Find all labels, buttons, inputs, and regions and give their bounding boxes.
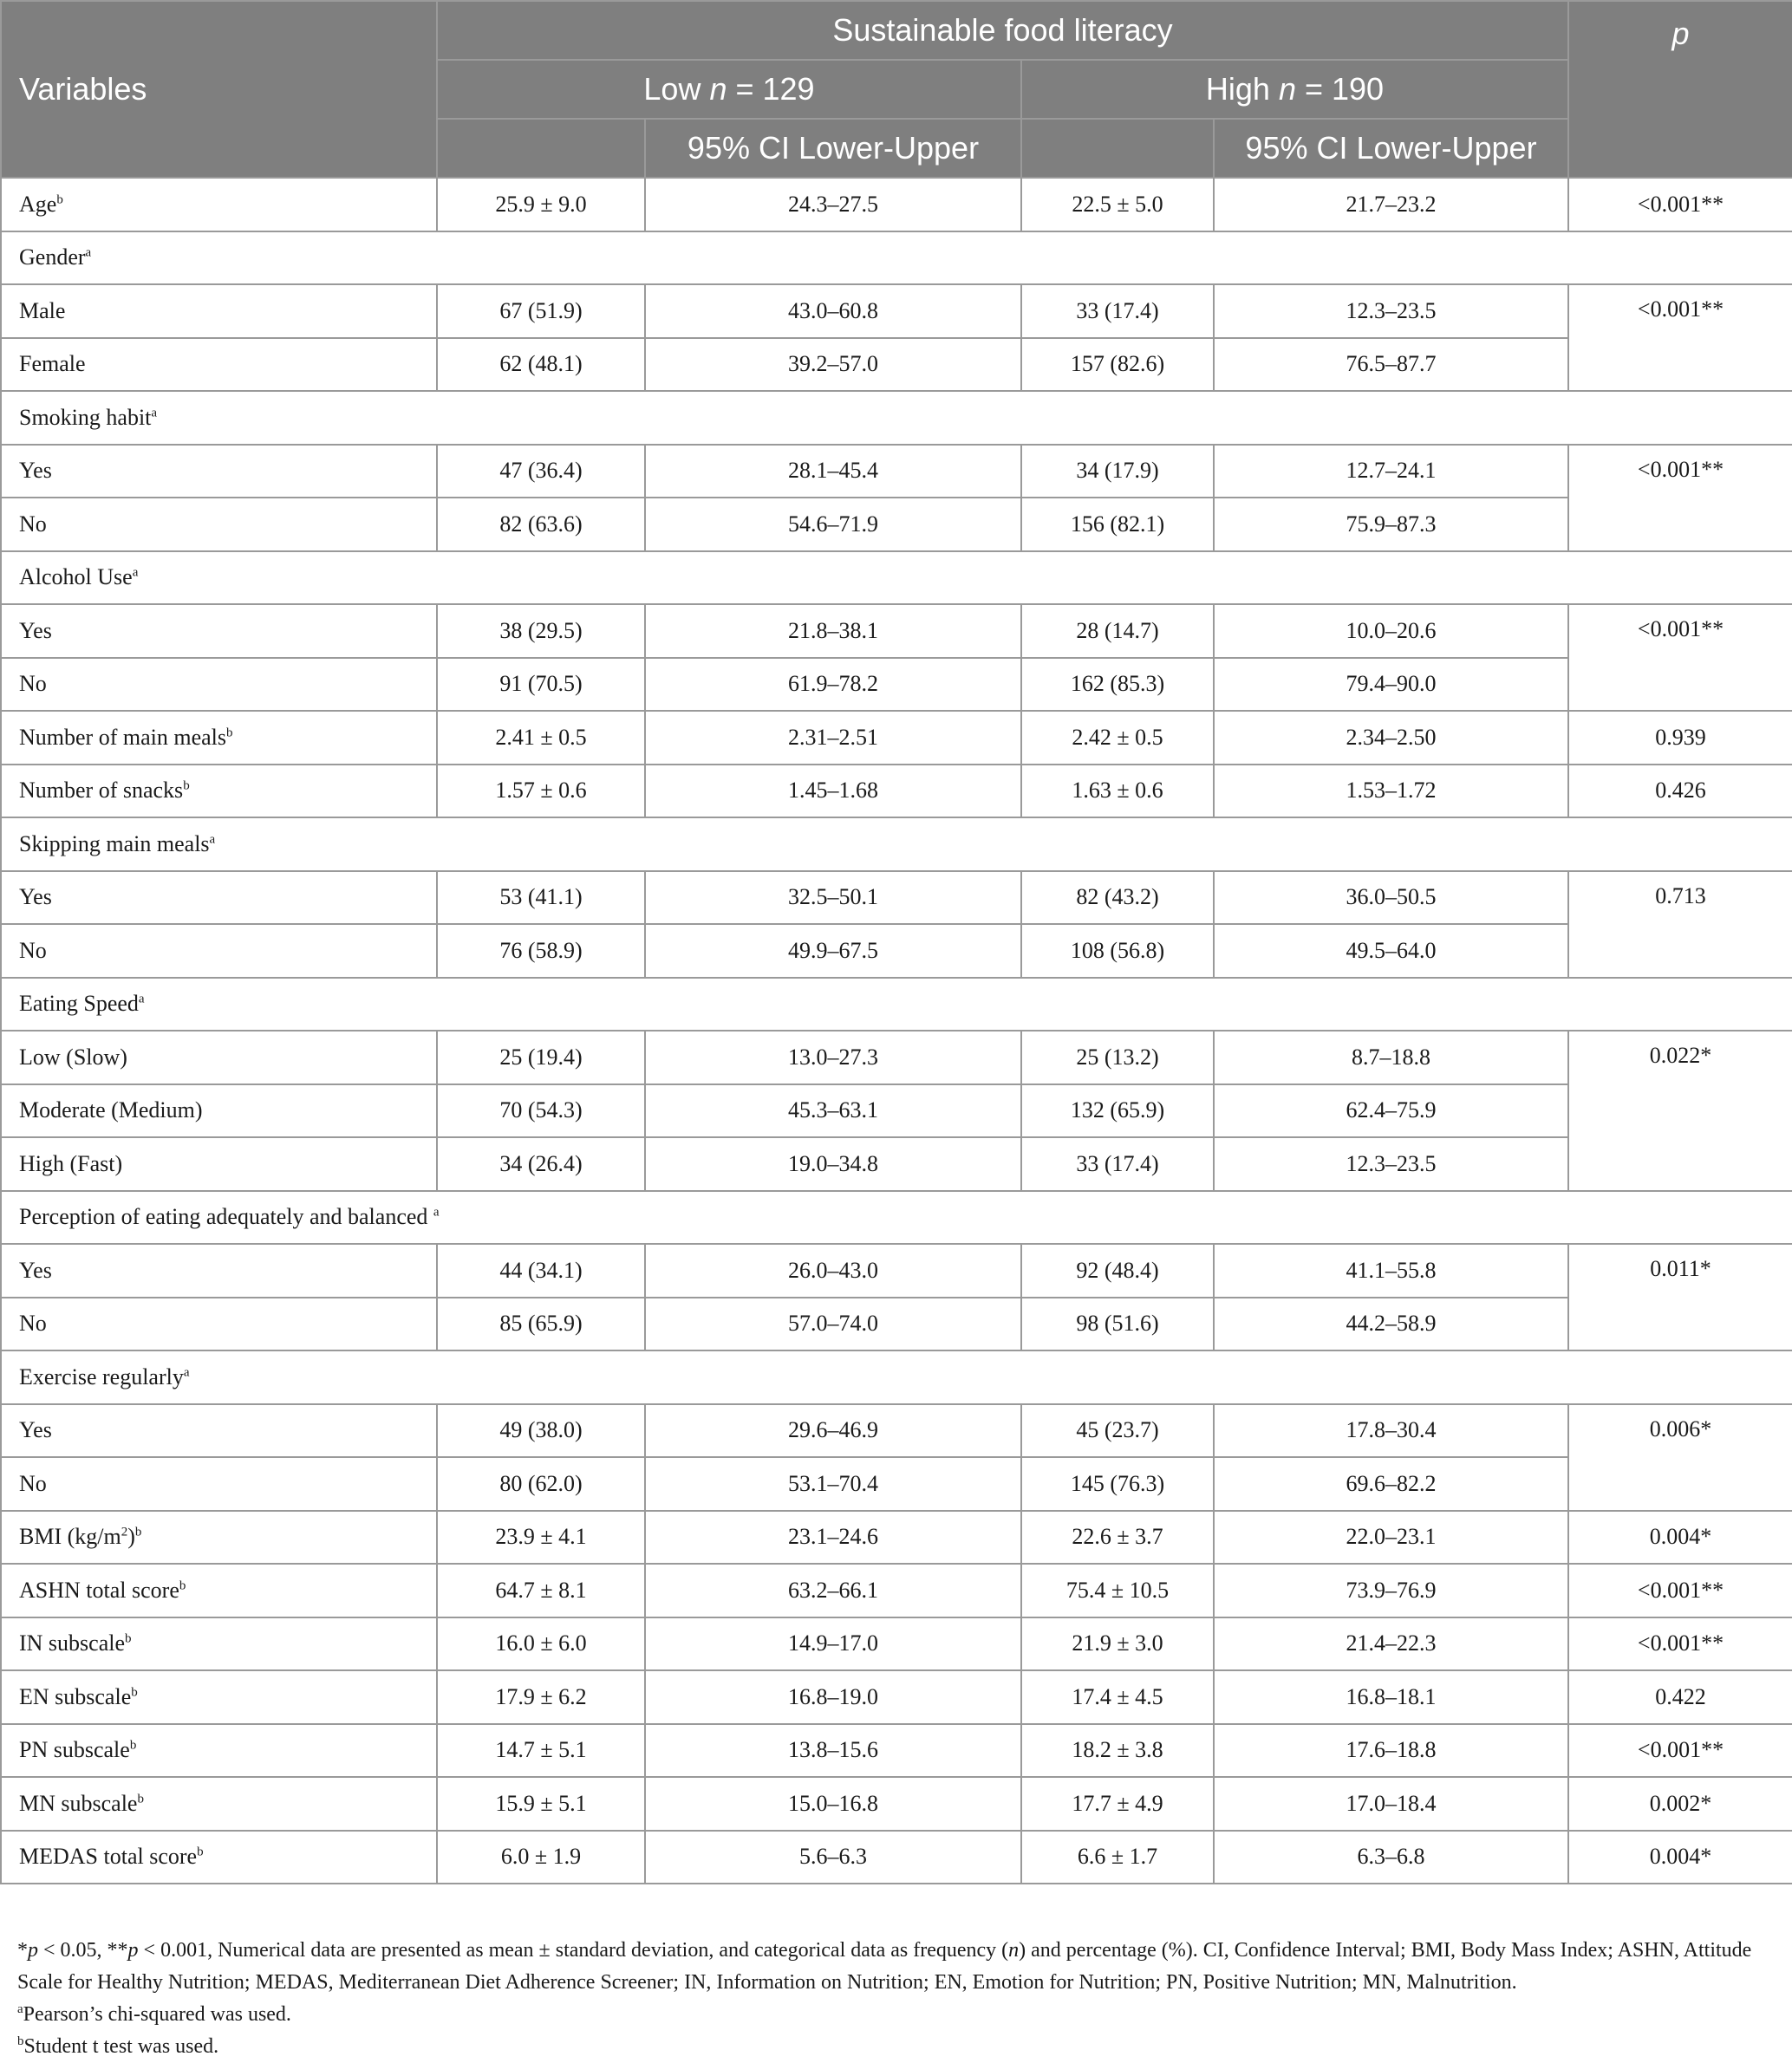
high-ci-cell: 10.0–20.6 xyxy=(1214,604,1568,658)
low-ci-cell: 63.2–66.1 xyxy=(645,1564,1021,1617)
low-ci-cell: 2.31–2.51 xyxy=(645,711,1021,765)
low-ci-cell: 32.5–50.1 xyxy=(645,871,1021,925)
row-label: No xyxy=(1,1298,437,1351)
high-ci-cell: 8.7–18.8 xyxy=(1214,1031,1568,1084)
low-ci-cell: 15.0–16.8 xyxy=(645,1777,1021,1831)
high-ci-cell: 6.3–6.8 xyxy=(1214,1831,1568,1884)
low-value-cell: 64.7 ± 8.1 xyxy=(437,1564,645,1617)
row-label: Yes xyxy=(1,1244,437,1298)
p-value-cell: 0.011* xyxy=(1568,1244,1792,1350)
row-label: Yes xyxy=(1,604,437,658)
low-value-header xyxy=(437,119,645,178)
low-value-cell: 34 (26.4) xyxy=(437,1137,645,1191)
row-label: No xyxy=(1,498,437,551)
high-value-cell: 132 (65.9) xyxy=(1021,1084,1214,1138)
low-value-cell: 38 (29.5) xyxy=(437,604,645,658)
p-value-cell: 0.004* xyxy=(1568,1831,1792,1884)
table-row xyxy=(1,871,1792,925)
row-label: Exercise regularly$^a$ xyxy=(1,1350,1792,1404)
p-value-cell: 0.422 xyxy=(1568,1670,1792,1724)
high-ci-cell: 73.9–76.9 xyxy=(1214,1564,1568,1617)
row-label: Gender$^a$ xyxy=(1,231,1792,285)
p-value-cell: <0.001** xyxy=(1568,178,1792,231)
row-label: Perception of eating adequately and balanced $^a$ xyxy=(1,1191,1792,1245)
high-ci-header: 95% CI Lower-Upper xyxy=(1214,119,1568,178)
table-row xyxy=(1,1298,1792,1351)
high-ci-cell: 41.1–55.8 xyxy=(1214,1244,1568,1298)
row-label: No xyxy=(1,1457,437,1511)
group-title-header: Sustainable food literacy xyxy=(437,1,1568,60)
table-row xyxy=(1,445,1792,498)
table-header xyxy=(1,1,1792,178)
low-ci-cell: 29.6–46.9 xyxy=(645,1404,1021,1458)
high-value-cell: 145 (76.3) xyxy=(1021,1457,1214,1511)
row-label: Number of main meals$^b$ xyxy=(1,711,437,765)
p-value-cell: 0.002* xyxy=(1568,1777,1792,1831)
low-ci-cell: 1.45–1.68 xyxy=(645,765,1021,818)
low-ci-cell: 16.8–19.0 xyxy=(645,1670,1021,1724)
high-value-cell: 33 (17.4) xyxy=(1021,284,1214,338)
table-row xyxy=(1,178,1792,231)
table-row xyxy=(1,1404,1792,1458)
low-value-cell: 53 (41.1) xyxy=(437,871,645,925)
low-value-cell: 1.57 ± 0.6 xyxy=(437,765,645,818)
low-ci-cell: 21.8–38.1 xyxy=(645,604,1021,658)
low-ci-cell: 13.8–15.6 xyxy=(645,1724,1021,1778)
low-value-cell: 76 (58.9) xyxy=(437,924,645,978)
low-value-cell: 80 (62.0) xyxy=(437,1457,645,1511)
low-value-cell: 82 (63.6) xyxy=(437,498,645,551)
row-label: No xyxy=(1,658,437,712)
low-ci-cell: 53.1–70.4 xyxy=(645,1457,1021,1511)
table-row xyxy=(1,604,1792,658)
low-ci-cell: 26.0–43.0 xyxy=(645,1244,1021,1298)
high-ci-cell: 79.4–90.0 xyxy=(1214,658,1568,712)
p-value-cell: <0.001** xyxy=(1568,445,1792,551)
low-value-cell: 91 (70.5) xyxy=(437,658,645,712)
row-label: No xyxy=(1,924,437,978)
table-row xyxy=(1,817,1792,871)
row-label: High (Fast) xyxy=(1,1137,437,1191)
row-label: Yes xyxy=(1,871,437,925)
table-row xyxy=(1,1777,1792,1831)
low-ci-cell: 45.3–63.1 xyxy=(645,1084,1021,1138)
table-row xyxy=(1,1670,1792,1724)
row-label: EN subscale$^b$ xyxy=(1,1670,437,1724)
footnote-a: $^a$Pearson’s chi-squared was used. xyxy=(17,2002,291,2026)
low-value-cell: 25 (19.4) xyxy=(437,1031,645,1084)
p-value-cell: <0.001** xyxy=(1568,284,1792,391)
high-ci-cell: 2.34–2.50 xyxy=(1214,711,1568,765)
row-label: Eating Speed$^a$ xyxy=(1,978,1792,1032)
row-label: MN subscale$^b$ xyxy=(1,1777,437,1831)
row-label: Male xyxy=(1,284,437,338)
low-value-cell: 62 (48.1) xyxy=(437,338,645,392)
low-ci-cell: 5.6–6.3 xyxy=(645,1831,1021,1884)
high-value-header xyxy=(1021,119,1214,178)
low-value-cell: 16.0 ± 6.0 xyxy=(437,1617,645,1671)
table-row xyxy=(1,1244,1792,1298)
p-value-cell: 0.006* xyxy=(1568,1404,1792,1511)
row-label: Smoking habit$^a$ xyxy=(1,391,1792,445)
high-value-cell: 28 (14.7) xyxy=(1021,604,1214,658)
low-value-cell: 67 (51.9) xyxy=(437,284,645,338)
table-row xyxy=(1,1617,1792,1671)
low-ci-header: 95% CI Lower-Upper xyxy=(645,119,1021,178)
low-value-cell: 85 (65.9) xyxy=(437,1298,645,1351)
row-label: Yes xyxy=(1,1404,437,1458)
row-label: PN subscale$^b$ xyxy=(1,1724,437,1778)
high-ci-cell: 17.8–30.4 xyxy=(1214,1404,1568,1458)
table-row xyxy=(1,924,1792,978)
low-ci-cell: 43.0–60.8 xyxy=(645,284,1021,338)
low-ci-cell: 57.0–74.0 xyxy=(645,1298,1021,1351)
high-value-cell: 22.6 ± 3.7 xyxy=(1021,1511,1214,1565)
p-value-cell: <0.001** xyxy=(1568,1564,1792,1617)
high-ci-cell: 12.7–24.1 xyxy=(1214,445,1568,498)
high-ci-cell: 16.8–18.1 xyxy=(1214,1670,1568,1724)
high-value-cell: 92 (48.4) xyxy=(1021,1244,1214,1298)
low-value-cell: 25.9 ± 9.0 xyxy=(437,178,645,231)
high-value-cell: 157 (82.6) xyxy=(1021,338,1214,392)
high-value-cell: 98 (51.6) xyxy=(1021,1298,1214,1351)
high-value-cell: 108 (56.8) xyxy=(1021,924,1214,978)
low-ci-cell: 23.1–24.6 xyxy=(645,1511,1021,1565)
low-ci-cell: 54.6–71.9 xyxy=(645,498,1021,551)
table-row xyxy=(1,978,1792,1032)
table-row xyxy=(1,765,1792,818)
high-ci-cell: 76.5–87.7 xyxy=(1214,338,1568,392)
high-value-cell: 6.6 ± 1.7 xyxy=(1021,1831,1214,1884)
table-row xyxy=(1,1457,1792,1511)
low-value-cell: 2.41 ± 0.5 xyxy=(437,711,645,765)
table-row xyxy=(1,1191,1792,1245)
row-label: IN subscale$^b$ xyxy=(1,1617,437,1671)
row-label: Age$^b$ xyxy=(1,178,437,231)
table-row xyxy=(1,498,1792,551)
row-label: Number of snacks$^b$ xyxy=(1,765,437,818)
row-label: ASHN total score$^b$ xyxy=(1,1564,437,1617)
high-ci-cell: 1.53–1.72 xyxy=(1214,765,1568,818)
table-row xyxy=(1,284,1792,338)
low-ci-cell: 13.0–27.3 xyxy=(645,1031,1021,1084)
low-value-cell: 44 (34.1) xyxy=(437,1244,645,1298)
high-ci-cell: 36.0–50.5 xyxy=(1214,871,1568,925)
high-ci-cell: 12.3–23.5 xyxy=(1214,284,1568,338)
table-row xyxy=(1,338,1792,392)
high-value-cell: 82 (43.2) xyxy=(1021,871,1214,925)
high-value-cell: 25 (13.2) xyxy=(1021,1031,1214,1084)
row-label: Moderate (Medium) xyxy=(1,1084,437,1138)
high-ci-cell: 22.0–23.1 xyxy=(1214,1511,1568,1565)
high-ci-cell: 75.9–87.3 xyxy=(1214,498,1568,551)
low-ci-cell: 19.0–34.8 xyxy=(645,1137,1021,1191)
high-ci-cell: 49.5–64.0 xyxy=(1214,924,1568,978)
high-ci-cell: 69.6–82.2 xyxy=(1214,1457,1568,1511)
high-value-cell: 45 (23.7) xyxy=(1021,1404,1214,1458)
p-value-cell: 0.022* xyxy=(1568,1031,1792,1191)
table-body xyxy=(1,178,1792,1884)
variables-header: Variables xyxy=(1,1,437,178)
high-value-cell: 17.7 ± 4.9 xyxy=(1021,1777,1214,1831)
high-value-cell: 17.4 ± 4.5 xyxy=(1021,1670,1214,1724)
low-value-cell: 49 (38.0) xyxy=(437,1404,645,1458)
low-ci-cell: 61.9–78.2 xyxy=(645,658,1021,712)
high-value-cell: 162 (85.3) xyxy=(1021,658,1214,712)
high-value-cell: 75.4 ± 10.5 xyxy=(1021,1564,1214,1617)
low-ci-cell: 39.2–57.0 xyxy=(645,338,1021,392)
low-value-cell: 15.9 ± 5.1 xyxy=(437,1777,645,1831)
row-label: BMI $(kg/m^2)^b$ xyxy=(1,1511,437,1565)
p-value-cell: 0.004* xyxy=(1568,1511,1792,1565)
low-value-cell: 47 (36.4) xyxy=(437,445,645,498)
p-value-cell: <0.001** xyxy=(1568,1617,1792,1671)
high-value-cell: 1.63 ± 0.6 xyxy=(1021,765,1214,818)
footnote-b: $^b$Student t test was used. xyxy=(17,2034,219,2058)
table-row xyxy=(1,1350,1792,1404)
low-value-cell: 23.9 ± 4.1 xyxy=(437,1511,645,1565)
low-value-cell: 17.9 ± 6.2 xyxy=(437,1670,645,1724)
low-ci-cell: 28.1–45.4 xyxy=(645,445,1021,498)
low-ci-cell: 24.3–27.5 xyxy=(645,178,1021,231)
table-row xyxy=(1,1724,1792,1778)
high-value-cell: 21.9 ± 3.0 xyxy=(1021,1617,1214,1671)
high-ci-cell: 21.7–23.2 xyxy=(1214,178,1568,231)
table-row xyxy=(1,658,1792,712)
p-value-cell: <0.001** xyxy=(1568,1724,1792,1778)
row-label: Female xyxy=(1,338,437,392)
low-group-header: Low n = 129 xyxy=(437,60,1021,119)
table-row xyxy=(1,1084,1792,1138)
high-group-header: High n = 190 xyxy=(1021,60,1568,119)
p-value-cell: 0.426 xyxy=(1568,765,1792,818)
high-ci-cell: 17.0–18.4 xyxy=(1214,1777,1568,1831)
low-value-cell: 6.0 ± 1.9 xyxy=(437,1831,645,1884)
high-value-cell: 2.42 ± 0.5 xyxy=(1021,711,1214,765)
high-value-cell: 18.2 ± 3.8 xyxy=(1021,1724,1214,1778)
high-value-cell: 33 (17.4) xyxy=(1021,1137,1214,1191)
high-ci-cell: 17.6–18.8 xyxy=(1214,1724,1568,1778)
row-label: MEDAS total score$^b$ xyxy=(1,1831,437,1884)
row-label: Yes xyxy=(1,445,437,498)
high-value-cell: 22.5 ± 5.0 xyxy=(1021,178,1214,231)
high-value-cell: 34 (17.9) xyxy=(1021,445,1214,498)
table-row xyxy=(1,1031,1792,1084)
low-value-cell: 70 (54.3) xyxy=(437,1084,645,1138)
row-label: Skipping main meals$^a$ xyxy=(1,817,1792,871)
p-value-cell: <0.001** xyxy=(1568,604,1792,711)
table-row xyxy=(1,1564,1792,1617)
table-footnotes xyxy=(17,1935,1769,2063)
low-value-cell: 14.7 ± 5.1 xyxy=(437,1724,645,1778)
table-row xyxy=(1,391,1792,445)
row-label: Alcohol Use$^a$ xyxy=(1,551,1792,605)
high-ci-cell: 44.2–58.9 xyxy=(1214,1298,1568,1351)
p-header: p xyxy=(1568,1,1792,178)
table-row xyxy=(1,1137,1792,1191)
high-ci-cell: 12.3–23.5 xyxy=(1214,1137,1568,1191)
footnote-main: *p < 0.05, **p < 0.001, Numerical data are presented as mean ± standard deviation, and categorical data as frequency (n) and percentage (%). CI, Confidence Interval; BMI, Body Mass Index; ASHN, Attitude Scale for Healthy Nutrition; MEDAS, Mediterranean Diet Adherence Screener; IN, Information on Nutrition; EN, Emotion for Nutrition; PN, Positive Nutrition; MN, Malnutrition. xyxy=(17,1939,1752,1994)
p-value-cell: 0.939 xyxy=(1568,711,1792,765)
p-value-cell: 0.713 xyxy=(1568,871,1792,978)
high-ci-cell: 21.4–22.3 xyxy=(1214,1617,1568,1671)
low-ci-cell: 14.9–17.0 xyxy=(645,1617,1021,1671)
table-row xyxy=(1,1831,1792,1884)
table-row xyxy=(1,1511,1792,1565)
low-ci-cell: 49.9–67.5 xyxy=(645,924,1021,978)
table-row xyxy=(1,711,1792,765)
row-label: Low (Slow) xyxy=(1,1031,437,1084)
high-value-cell: 156 (82.1) xyxy=(1021,498,1214,551)
table-row xyxy=(1,231,1792,285)
high-ci-cell: 62.4–75.9 xyxy=(1214,1084,1568,1138)
table-row xyxy=(1,551,1792,605)
